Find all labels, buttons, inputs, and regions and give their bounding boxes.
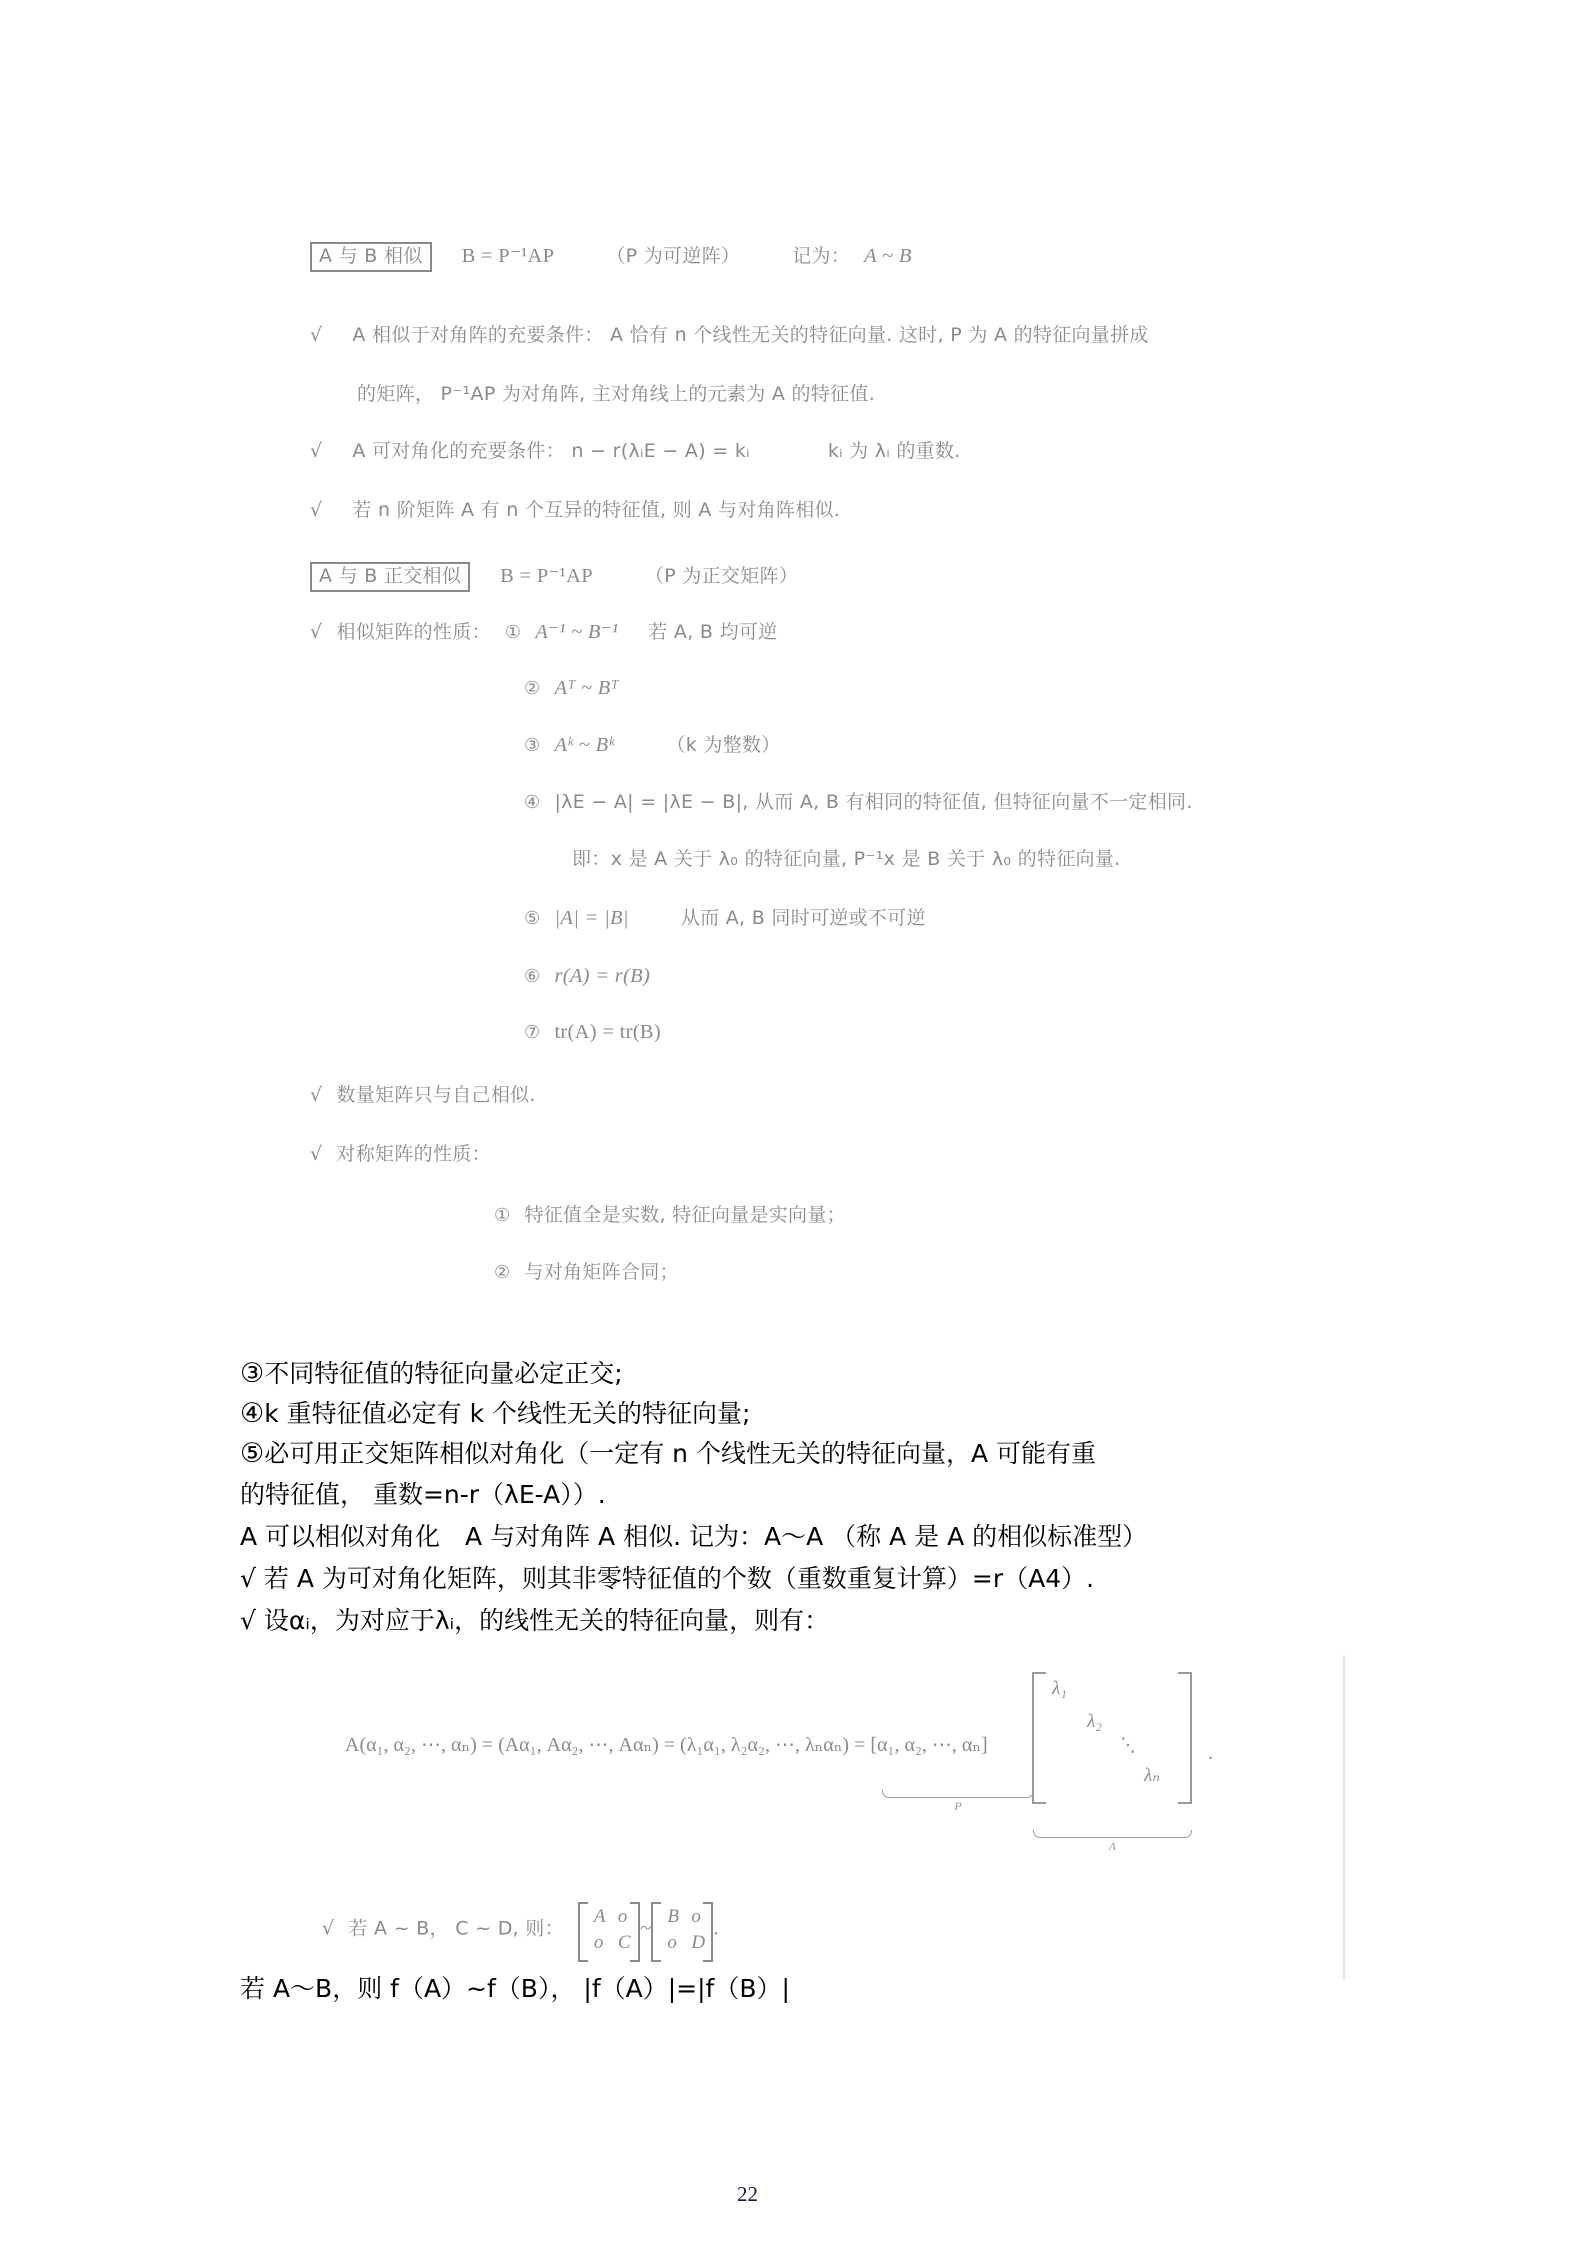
item-text: 的特征值， 重数=n-r（λE-A））.: [240, 1480, 606, 1509]
brace-label: P: [954, 1799, 962, 1813]
property-note: 若 A, B 均可逆: [648, 621, 778, 643]
condition-p-orthogonal: （P 为正交矩阵）: [644, 565, 799, 587]
property-body: |A| = |B|: [554, 907, 629, 929]
property-number: ⑤: [524, 908, 541, 929]
underbrace-lambda: [1033, 1830, 1192, 1854]
property-body: r(A) = r(B): [554, 965, 651, 987]
matrix-element-ddots: ⋱: [1117, 1735, 1136, 1756]
property-body: |λE − A| = |λE − B|, 从而 A, B 有相同的特征值, 但特征向量不一定相同.: [554, 791, 1193, 813]
matrix-element-lambdan: λₙ: [1144, 1765, 1160, 1786]
check-icon: √: [310, 440, 323, 462]
matrix-element-lambda1: λ₁: [1052, 1678, 1067, 1699]
block-matrix-line: [322, 1902, 719, 1958]
property-number: ②: [524, 678, 541, 699]
condition-p-invertible: （P 为可逆阵）: [606, 245, 741, 267]
item-number: ④: [240, 1398, 265, 1429]
vertical-rule: [1343, 1655, 1345, 1980]
property-number: ②: [494, 1262, 511, 1283]
property-note: 从而 A, B 同时可逆或不可逆: [680, 907, 926, 929]
boxed-label-a-orthogonally-similar-b: A 与 B 正交相似: [310, 562, 470, 592]
bracket-left: [578, 1902, 588, 1962]
right-block-matrix: [651, 1902, 713, 1958]
brace-bar: [882, 1790, 1034, 1798]
cell-0-0: B: [667, 1906, 680, 1927]
cell-1-1: D: [691, 1932, 706, 1953]
boxed-label-a-similar-b: A 与 B 相似: [310, 242, 432, 272]
block-matrix-suffix: .: [713, 1917, 719, 1940]
relation-tilde: ~: [639, 1917, 652, 1940]
property-number: ③: [524, 735, 541, 756]
underbrace-p: [882, 1790, 1034, 1814]
item-text: k 重特征值必定有 k 个线性无关的特征向量;: [264, 1399, 751, 1428]
check-icon: √: [310, 1143, 323, 1165]
formula-eigen-decomposition-main: A(α₁, α₂, ⋯, αₙ) = (Aα₁, Aα₂, ⋯, Aαₙ) = (λ₁α₁, λ₂α₂, ⋯, λₙαₙ) = [α₁, α₂, ⋯, αₙ]: [345, 1734, 988, 1756]
typed-closing-line: 若 A～B，则 f（A）~f（B）， |f（A）|=|f（B）|: [240, 1974, 790, 2003]
cell-1-0: o: [667, 1932, 678, 1953]
bullet-text: 若 n 阶矩阵 A 有 n 个互异的特征值, 则 A 与对角阵相似.: [352, 499, 841, 521]
bracket-left: [651, 1902, 661, 1962]
brace-label: Λ: [1108, 1839, 1117, 1853]
notation-a-tilde-b: A ~ B: [864, 245, 912, 267]
item-text: 必可用正交矩阵相似对角化（一定有 n 个线性无关的特征向量，A 可能有重: [264, 1439, 1097, 1468]
item-text: 不同特征值的特征向量必定正交;: [264, 1359, 623, 1388]
check-icon: √: [310, 324, 323, 346]
item-text: √ 若 A 为可对角化矩阵，则其非零特征值的个数（重数重复计算）=r（A4）.: [240, 1564, 1095, 1593]
property-body: Aᵏ ~ Bᵏ: [554, 734, 615, 756]
notation-label: 记为：: [792, 245, 851, 267]
property-body: tr(A) = tr(B): [554, 1021, 661, 1043]
property-number: ①: [494, 1205, 511, 1226]
cell-0-0: A: [593, 1906, 606, 1927]
bullet-text: A 相似于对角阵的充要条件： A 恰有 n 个线性无关的特征向量. 这时, P 为 A 的特征向量拼成: [352, 324, 1149, 346]
matrix-element-lambda2: λ₂: [1087, 1711, 1102, 1732]
check-icon: √: [322, 1917, 335, 1940]
property-body: 特征值全是实数, 特征向量是实向量；: [524, 1204, 846, 1226]
check-icon: √: [310, 499, 323, 521]
properties-intro-label: 相似矩阵的性质：: [336, 621, 491, 643]
formula-b-equals-pinv-a-p: B = P⁻¹AP: [461, 245, 555, 267]
diagonal-matrix: [1032, 1672, 1192, 1800]
check-icon: √: [310, 621, 323, 643]
bullet-text: 的矩阵， P⁻¹AP 为对角阵, 主对角线上的元素为 A 的特征值.: [357, 383, 876, 405]
cell-0-1: o: [617, 1906, 628, 1927]
block-matrix-prefix: 若 A ~ B， C ~ D, 则：: [348, 1917, 564, 1940]
property-number: ⑥: [524, 966, 541, 987]
bracket-left: [1032, 1672, 1046, 1804]
item-text: A 可以相似对角化 A 与对角阵 A 相似. 记为：A～A （称 A 是 A 的相似标准型）: [240, 1522, 1148, 1551]
cell-1-1: C: [617, 1932, 631, 1953]
left-block-matrix: [578, 1902, 640, 1958]
property-body: A⁻¹ ~ B⁻¹: [535, 621, 619, 643]
item-text: √ 设αᵢ，为对应于λᵢ，的线性无关的特征向量，则有：: [240, 1606, 830, 1635]
bullet-text-tail: kᵢ 为 λᵢ 的重数.: [827, 440, 961, 462]
property-body: 与对角矩阵合同；: [524, 1261, 679, 1283]
bracket-right: [630, 1902, 640, 1962]
brace-bar: [1033, 1830, 1192, 1838]
bracket-right: [1178, 1672, 1192, 1804]
bullet-text: A 可对角化的充要条件： n − r(λᵢE − A) = kᵢ: [352, 440, 750, 462]
cell-0-1: o: [691, 1906, 702, 1927]
property-body: Aᵀ ~ Bᵀ: [554, 677, 619, 699]
property-note: （k 为整数）: [666, 734, 781, 756]
bullet-text: 对称矩阵的性质：: [336, 1143, 491, 1165]
property-number: ①: [504, 622, 522, 643]
item-number: ⑤: [240, 1438, 265, 1469]
formula-trailing-period: .: [1208, 1742, 1213, 1764]
item-number: ③: [240, 1358, 265, 1389]
formula-b-equals-pinv-a-p-orth: B = P⁻¹AP: [500, 565, 593, 587]
property-number: ④: [524, 792, 541, 813]
property-body: 即：x 是 A 关于 λ₀ 的特征向量, P⁻¹x 是 B 关于 λ₀ 的特征向量.: [572, 848, 1121, 870]
check-icon: √: [310, 1084, 323, 1106]
bullet-text: 数量矩阵只与自己相似.: [336, 1084, 536, 1106]
property-number: ⑦: [524, 1022, 541, 1043]
page-number: 22: [737, 2182, 758, 2206]
cell-1-0: o: [593, 1932, 604, 1953]
